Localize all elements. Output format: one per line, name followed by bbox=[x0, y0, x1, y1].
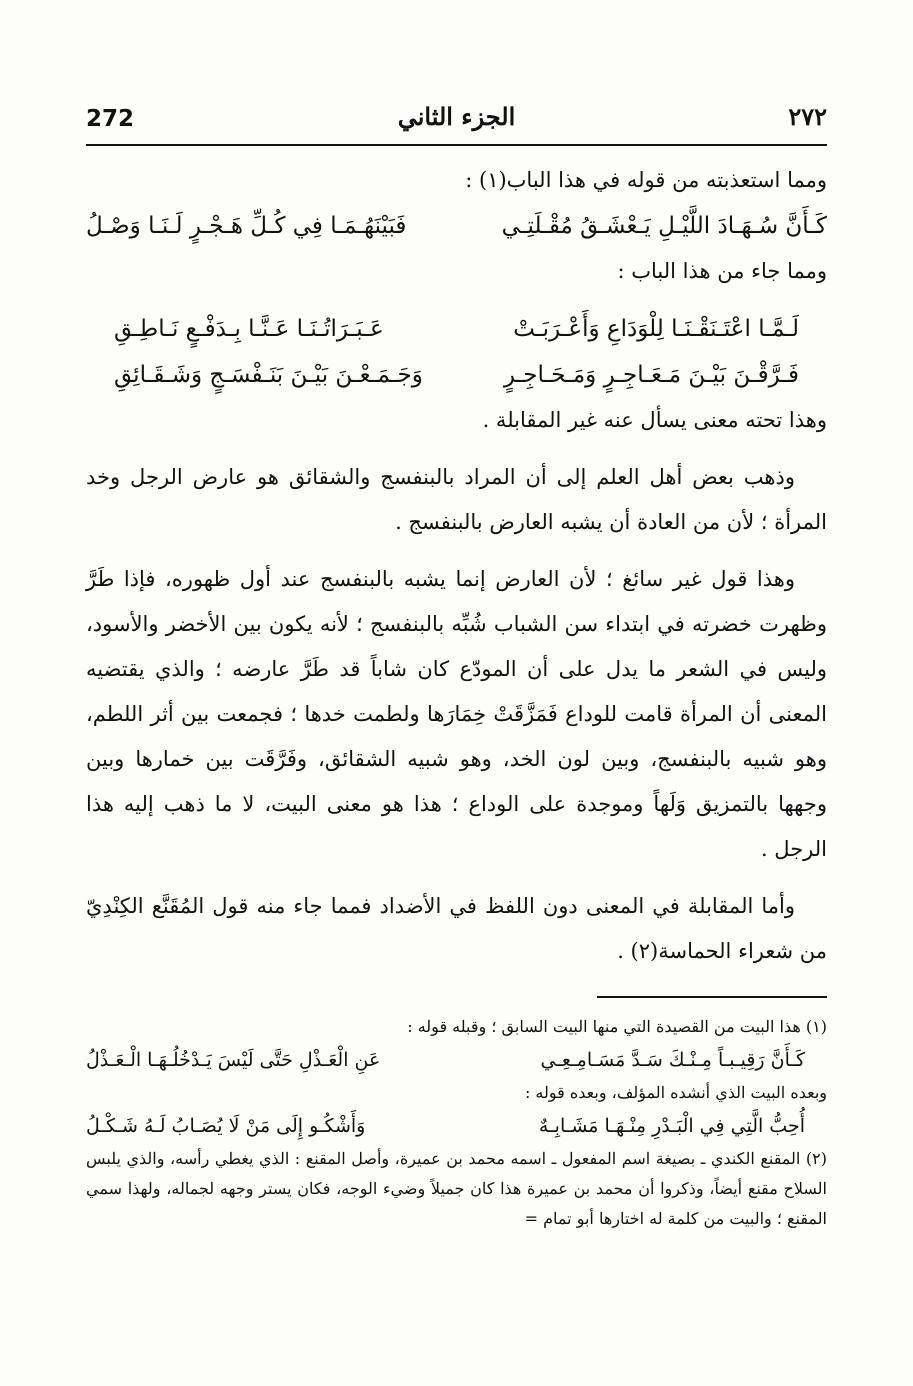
verse-3-second-hemistich: وَجَـمَـعْـنَ بَيْـنَ بَنَـفْسَـجٍ وَشَـقَـائِقِ bbox=[114, 362, 423, 388]
verse-line-2 bbox=[86, 306, 827, 352]
running-title: الجزء الثاني bbox=[397, 102, 516, 131]
footnote-1-verse-2-second: وَأَشْكُـو إِلَى مَنْ لَا يُصَـابُ لَـهُ شَـكْـلُ bbox=[86, 1115, 366, 1137]
paragraph-intro-1: ومما استعذبته من قوله في هذا الباب(١) : bbox=[465, 168, 827, 192]
page-body bbox=[86, 158, 827, 1234]
verse-3-first-hemistich: فَـرَّقْـنَ بَيْـنَ مَـعَـاجِـرٍ وَمَـحَـاجِـرٍ bbox=[503, 362, 799, 388]
verse-1-first-hemistich: كَـأَنَّ سُـهَـادَ اللَّيْـلِ يَـعْشَـقُ مُقْـلَتِـي bbox=[501, 213, 827, 239]
footnote-1-verse-1-second: عَنِ الْعَـذْلِ حَتَّى لَيْسَ يَـدْخُلُـهَـا الْـعَـذْلُ bbox=[86, 1049, 381, 1071]
paragraph-refutation: وهذا قول غير سائغ ؛ لأن العارض إنما يشبه بالبنفسج عند أول ظهوره، فإذا طَرَّ وظهرت خضرته في ابتداء سن الشباب شُبِّه بالبنفسج ؛ لأنه يكون بين الأخضر والأسود، وليس في الشعر ما يدل على أن المودّع كان شاباً قد طَرَّ عارضه ؛ والذي يقتضيه المعنى أن المرأة قامت للوداع فَمَزَّقَتْ خِمَارَها ولطمت خدها ؛ فجمعت بين أثر اللطم، وهو شبيه بالبنفسج، وبين لون الخد، وهو شبيه الشقائق، وفَرَّقَت بين خمارها وبين وجهها بالتمزيق وَلَهاً وموجدة على الوداع ؛ هذا هو معنى البيت، لا ما ذهب إليه هذا الرجل . bbox=[86, 567, 827, 861]
footnote-1-text: (١) هذا البيت من القصيدة التي منها البيت السابق ؛ وقبله قوله : bbox=[407, 1017, 827, 1036]
paragraph-intro-2: ومما جاء من هذا الباب : bbox=[617, 259, 827, 283]
verse-1-second-hemistich: فَبَيْنَهُـمَـا فِي كُـلِّ هَـجْـرٍ لَـنَـا وَصْـلُ bbox=[86, 213, 407, 239]
footnote-1-verse-2-first: أُحِبُّ الَّتِي فِي الْبَـدْرِ مِنْـهَـا مَشَـابِـهٌ bbox=[538, 1115, 805, 1137]
paragraph-muqanna: وأما المقابلة في المعنى دون اللفظ في الأضداد فمما جاء منه قول المُقَنَّع الكِنْدِيّ من شعراء الحماسة(٢) . bbox=[86, 894, 827, 963]
verse-line-1 bbox=[86, 203, 827, 249]
page-number-latin: 272 bbox=[86, 106, 135, 132]
footnote-separator bbox=[597, 996, 827, 998]
verse-line-3 bbox=[86, 352, 827, 398]
footnote-1-verse-1 bbox=[86, 1042, 827, 1078]
footnote-2-text: (٢) المقنع الكندي ـ بصيغة اسم المفعول ـ اسمه محمد بن عميرة، وأصل المقنع : الذي يغطي رأسه، والذي يلبس السلاح مقنع أيضاً، وذكروا أن محمد بن عميرة هذا كان جميلاً وضيء الوجه، فكان يستر وجهه لجماله، ولهذا سمي المقنع ؛ والبيت من كلمة له اختارها أبو تمام = bbox=[86, 1149, 828, 1228]
verse-2-first-hemistich: لَـمَّـا اعْتَـنَقْـنَـا لِلْوَدَاعِ وَأَعْـرَبَـتْ bbox=[513, 316, 799, 342]
footnote-1-verse-1-first: كَـأَنَّ رَقِيـبـاً مِـنْـكَ سَـدَّ مَسَـامِـعِـي bbox=[540, 1049, 805, 1071]
page-header bbox=[86, 98, 827, 146]
footnote-1-verse-2 bbox=[86, 1108, 827, 1144]
footnote-1-text-2: وبعده البيت الذي أنشده المؤلف، وبعده قوله : bbox=[524, 1083, 827, 1102]
page-number-arabic: ٢٧٢ bbox=[788, 102, 827, 131]
paragraph-opinion: وذهب بعض أهل العلم إلى أن المراد بالبنفسج والشقائق هو عارض الرجل وخد المرأة ؛ لأن من العادة أن يشبه العارض بالبنفسج . bbox=[86, 465, 827, 534]
verse-2-second-hemistich: عَـبَـرَاتُـنَـا عَـنَّـا بِـدَفْـعٍ نَـاطِـقِ bbox=[114, 316, 384, 342]
paragraph-note: وهذا تحته معنى يسأل عنه غير المقابلة . bbox=[482, 408, 827, 432]
